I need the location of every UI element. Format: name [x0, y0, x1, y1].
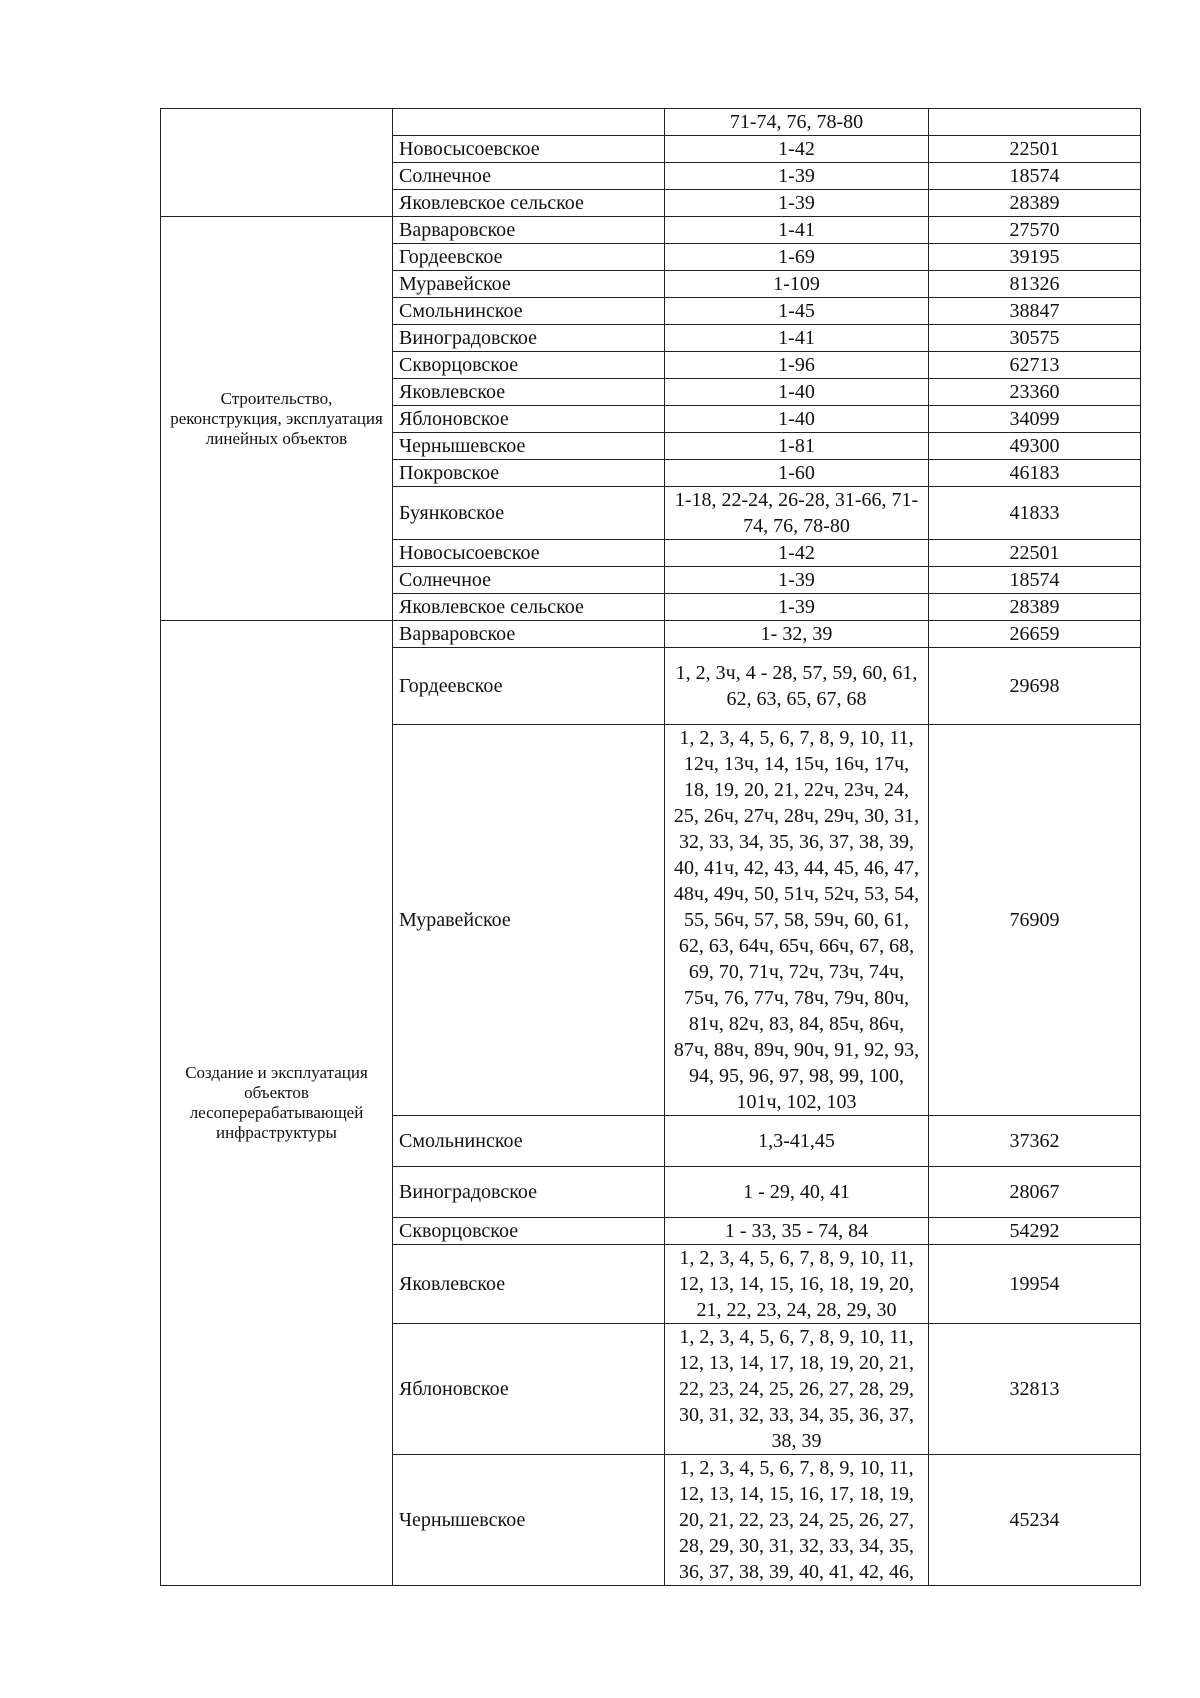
- area-value: 27570: [929, 217, 1141, 244]
- forest-allocation-table: [160, 108, 1141, 1586]
- forestry-name: Скворцовское: [393, 352, 665, 379]
- quarter-numbers: 1-18, 22-24, 26-28, 31-66, 71-74, 76, 78-80: [665, 487, 929, 540]
- table-row: [161, 621, 1141, 648]
- quarter-numbers: 1-41: [665, 325, 929, 352]
- quarter-numbers: 1-39: [665, 567, 929, 594]
- forestry-name: Чернышевское: [393, 1455, 665, 1586]
- quarter-numbers: 1, 2, 3, 4, 5, 6, 7, 8, 9, 10, 11, 12ч, 13ч, 14, 15ч, 16ч, 17ч, 18, 19, 20, 21, 22ч, 23ч, 24, 25, 26ч, 27ч, 28ч, 29ч, 30, 31, 32, 33, 34, 35, 36, 37, 38, 39, 40, 41ч, 42, 43, 44, 45, 46, 47, 48ч, 49ч, 50, 51ч, 52ч, 53, 54, 55, 56ч, 57, 58, 59ч, 60, 61, 62, 63, 64ч, 65ч, 66ч, 67, 68, 69, 70, 71ч, 72ч, 73ч, 74ч, 75ч, 76, 77ч, 78ч, 79ч, 80ч, 81ч, 82ч, 83, 84, 85ч, 86ч, 87ч, 88ч, 89ч, 90ч, 91, 92, 93, 94, 95, 96, 97, 98, 99, 100, 101ч, 102, 103: [665, 725, 929, 1116]
- forestry-name: Яблоновское: [393, 406, 665, 433]
- area-value: 41833: [929, 487, 1141, 540]
- quarter-numbers: 71-74, 76, 78-80: [665, 109, 929, 136]
- area-value: 46183: [929, 460, 1141, 487]
- quarter-numbers: 1 - 33, 35 - 74, 84: [665, 1218, 929, 1245]
- forestry-name: Гордеевское: [393, 648, 665, 725]
- quarter-numbers: 1, 2, 3, 4, 5, 6, 7, 8, 9, 10, 11, 12, 13, 14, 17, 18, 19, 20, 21, 22, 23, 24, 25, 26, 27, 28, 29, 30, 31, 32, 33, 34, 35, 36, 37, 38, 39: [665, 1324, 929, 1455]
- purpose-cell: [161, 109, 393, 217]
- forestry-name: Смольнинское: [393, 1116, 665, 1167]
- quarter-numbers: 1- 32, 39: [665, 621, 929, 648]
- forestry-name: Варваровское: [393, 217, 665, 244]
- forestry-name: Яблоновское: [393, 1324, 665, 1455]
- table-row: [161, 109, 1141, 136]
- area-value: 22501: [929, 540, 1141, 567]
- quarter-numbers: 1-42: [665, 136, 929, 163]
- forestry-name: Гордеевское: [393, 244, 665, 271]
- area-value: 26659: [929, 621, 1141, 648]
- area-value: 76909: [929, 725, 1141, 1116]
- forestry-name: Яковлевское: [393, 379, 665, 406]
- quarter-numbers: 1-40: [665, 406, 929, 433]
- forestry-name: Муравейское: [393, 271, 665, 298]
- area-value: 32813: [929, 1324, 1141, 1455]
- area-value: 30575: [929, 325, 1141, 352]
- area-value: 28389: [929, 594, 1141, 621]
- forestry-name: Буянковское: [393, 487, 665, 540]
- forestry-name: [393, 109, 665, 136]
- quarter-numbers: 1-41: [665, 217, 929, 244]
- forestry-name: Чернышевское: [393, 433, 665, 460]
- area-value: 28389: [929, 190, 1141, 217]
- area-value: 81326: [929, 271, 1141, 298]
- area-value: 28067: [929, 1167, 1141, 1218]
- area-value: 19954: [929, 1245, 1141, 1324]
- area-value: 54292: [929, 1218, 1141, 1245]
- quarter-numbers: 1-39: [665, 190, 929, 217]
- forestry-name: Варваровское: [393, 621, 665, 648]
- forestry-name: Солнечное: [393, 567, 665, 594]
- table-row: [161, 217, 1141, 244]
- purpose-cell: Создание и эксплуатация объектов лесоперерабатывающей инфраструктуры: [161, 621, 393, 1586]
- area-value: [929, 109, 1141, 136]
- area-value: 39195: [929, 244, 1141, 271]
- quarter-numbers: 1-109: [665, 271, 929, 298]
- quarter-numbers: 1-96: [665, 352, 929, 379]
- forestry-name: Яковлевское сельское: [393, 190, 665, 217]
- quarter-numbers: 1-39: [665, 594, 929, 621]
- forestry-name: Виноградовское: [393, 325, 665, 352]
- quarter-numbers: 1 - 29, 40, 41: [665, 1167, 929, 1218]
- quarter-numbers: 1-40: [665, 379, 929, 406]
- forestry-name: Новосысоевское: [393, 136, 665, 163]
- area-value: 38847: [929, 298, 1141, 325]
- area-value: 45234: [929, 1455, 1141, 1586]
- quarter-numbers: 1, 2, 3, 4, 5, 6, 7, 8, 9, 10, 11, 12, 13, 14, 15, 16, 18, 19, 20, 21, 22, 23, 24, 28, 29, 30: [665, 1245, 929, 1324]
- quarter-numbers: 1-69: [665, 244, 929, 271]
- area-value: 22501: [929, 136, 1141, 163]
- area-value: 29698: [929, 648, 1141, 725]
- forestry-name: Покровское: [393, 460, 665, 487]
- area-value: 18574: [929, 163, 1141, 190]
- forestry-name: Яковлевское сельское: [393, 594, 665, 621]
- area-value: 23360: [929, 379, 1141, 406]
- area-value: 34099: [929, 406, 1141, 433]
- quarter-numbers: 1-39: [665, 163, 929, 190]
- quarter-numbers: 1,3-41,45: [665, 1116, 929, 1167]
- area-value: 49300: [929, 433, 1141, 460]
- quarter-numbers: 1-45: [665, 298, 929, 325]
- quarter-numbers: 1-42: [665, 540, 929, 567]
- forestry-name: Солнечное: [393, 163, 665, 190]
- purpose-cell: Строительство, реконструкция, эксплуатация линейных объектов: [161, 217, 393, 621]
- quarter-numbers: 1-60: [665, 460, 929, 487]
- area-value: 37362: [929, 1116, 1141, 1167]
- forestry-name: Скворцовское: [393, 1218, 665, 1245]
- quarter-numbers: 1, 2, 3ч, 4 - 28, 57, 59, 60, 61, 62, 63, 65, 67, 68: [665, 648, 929, 725]
- forestry-name: Яковлевское: [393, 1245, 665, 1324]
- forestry-name: Муравейское: [393, 725, 665, 1116]
- forestry-name: Смольнинское: [393, 298, 665, 325]
- quarter-numbers: 1, 2, 3, 4, 5, 6, 7, 8, 9, 10, 11, 12, 13, 14, 15, 16, 17, 18, 19, 20, 21, 22, 23, 24, 25, 26, 27, 28, 29, 30, 31, 32, 33, 34, 35, 36, 37, 38, 39, 40, 41, 42, 46,: [665, 1455, 929, 1586]
- area-value: 18574: [929, 567, 1141, 594]
- forestry-name: Новосысоевское: [393, 540, 665, 567]
- forestry-name: Виноградовское: [393, 1167, 665, 1218]
- quarter-numbers: 1-81: [665, 433, 929, 460]
- area-value: 62713: [929, 352, 1141, 379]
